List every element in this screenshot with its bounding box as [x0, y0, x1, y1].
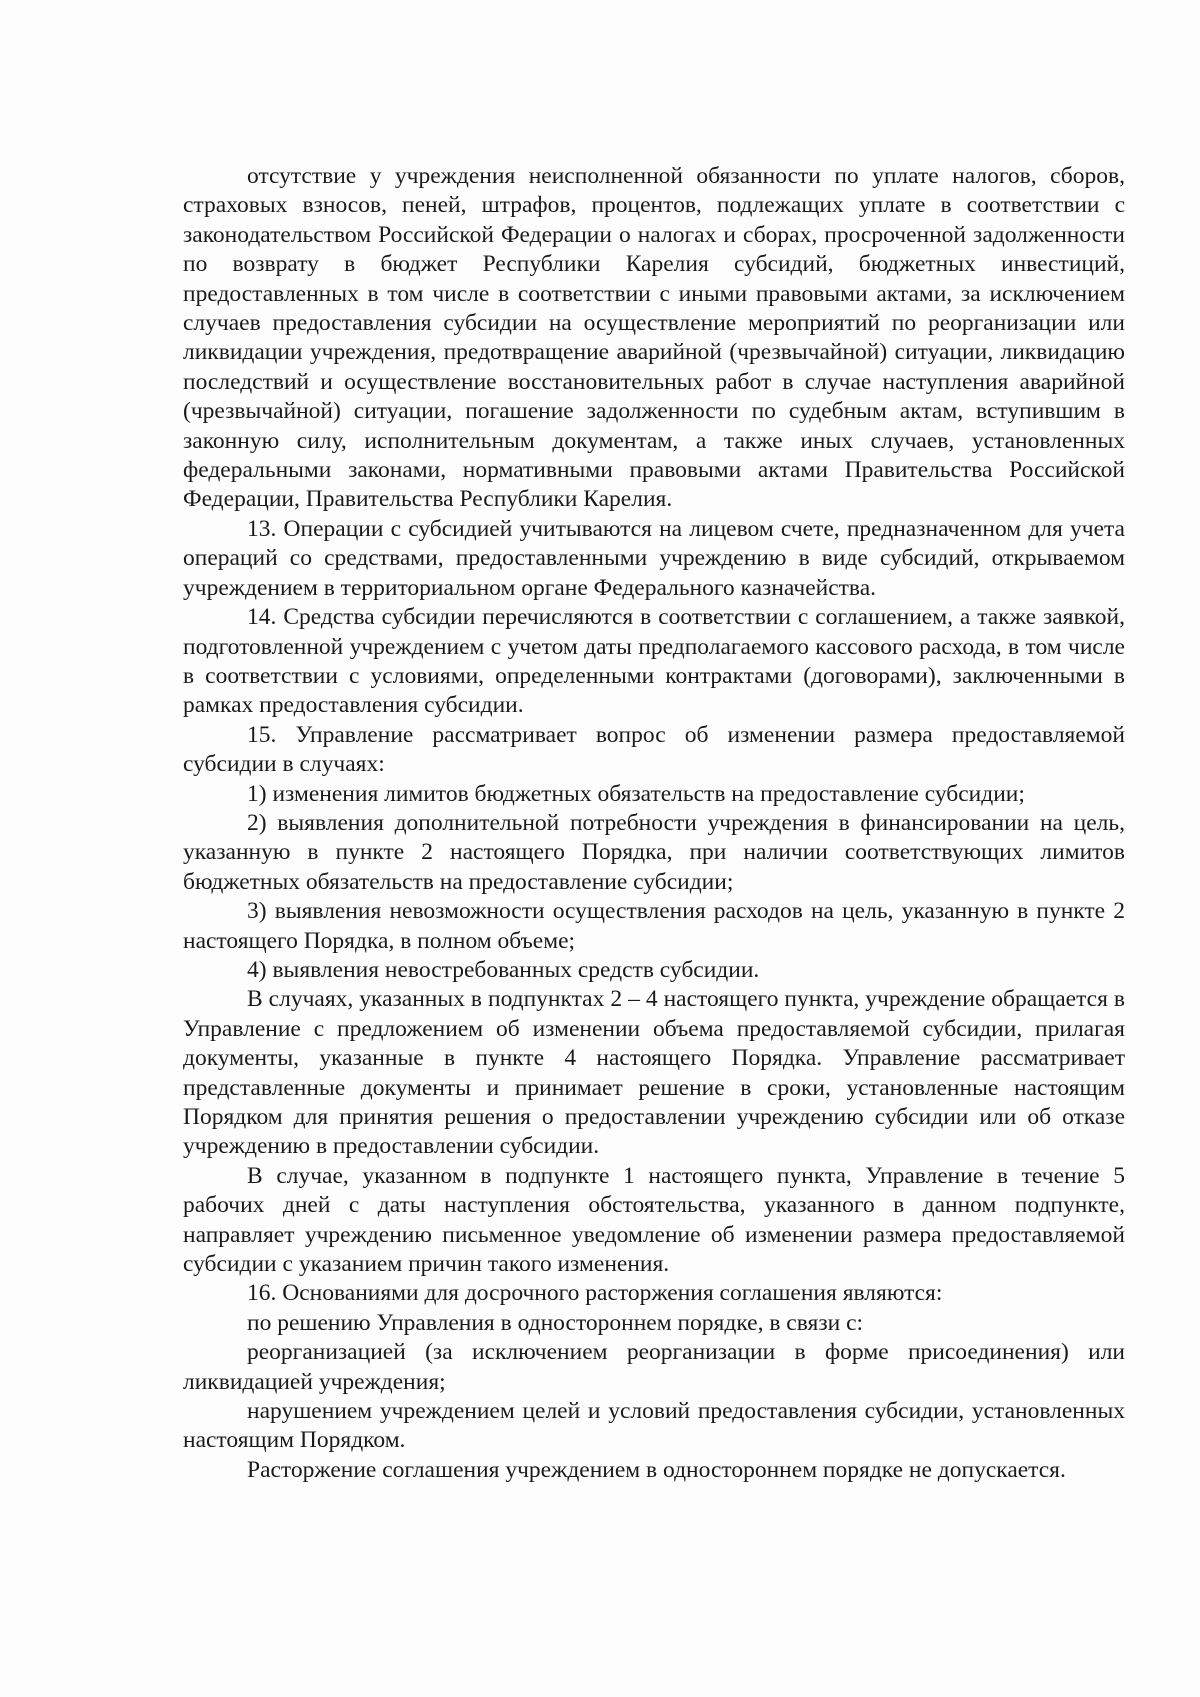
paragraph-obligation-absence: отсутствие у учреждения неисполненной обязанности по уплате налогов, сборов, страховых взносов, пеней, штрафов, процентов, подлежащих уплате в соответствии с законодательством Российской Федерации о налогах и сборах, просроченной задолженности по возврату в бюджет Республики Карелия субсидий, бюджетных инвестиций, предоставленных в том числе в соответствии с иными правовыми актами, за исключением случаев предоставления субсидии на осуществление мероприятий по реорганизации или ликвидации учреждения, предотвращение аварийной (чрезвычайной) ситуации, ликвидацию последствий и осуществление восстановительных работ в случае наступления аварийной (чрезвычайной) ситуации, погашение задолженности по судебным актам, вступившим в законную силу, исполнительным документам, а также иных случаев, установленных федеральными законами, нормативными правовыми актами Правительства Российской Федерации, Правительства Республики Карелия.	[183, 163, 1125, 513]
paragraph-16-unilateral: по решению Управления в одностороннем порядке, в связи с:	[247, 1309, 864, 1336]
paragraph-15-item-3: 3) выявления невозможности осуществления расходов на цель, указанную в пункте 2 настоящего Порядка, в полном объеме;	[183, 898, 1125, 954]
paragraph-15-item-4: 4) выявления невостребованных средств субсидии.	[247, 956, 760, 983]
paragraph-16-reorganization: реорганизацией (за исключением реорганизации в форме присоединения) или ликвидацией учреждения;	[183, 1339, 1125, 1395]
paragraph-15: 15. Управление рассматривает вопрос об изменении размера предоставляемой субсидии в случаях:	[183, 721, 1125, 778]
paragraph-termination-not-allowed: Расторжение соглашения учреждением в одностороннем порядке не допускается.	[247, 1456, 1066, 1483]
paragraph-15-cases-2-4: В случаях, указанных в подпунктах 2 – 4 настоящего пункта, учреждение обращается в Управление с предложением об изменении объема предоставляемой субсидии, прилагая документы, указанные в пункте 4 настоящего Порядка. Управление рассматривает представленные документы и принимает решение в сроки, установленные настоящим Порядком для принятия решения о предоставлении учреждению субсидии или об отказе учреждению в предоставлении субсидии.	[183, 986, 1125, 1160]
paragraph-16: 16. Основаниями для досрочного расторжения соглашения являются:	[247, 1280, 943, 1307]
document-body	[183, 162, 1125, 1485]
paragraph-13: 13. Операции с субсидией учитываются на лицевом счете, предназначенном для учета операций со средствами, предоставленными учреждению в виде субсидий, открываемом учреждением в территориальном органе Федерального казначейства.	[183, 515, 1125, 601]
paragraph-15-case-1: В случае, указанном в подпункте 1 настоящего пункта, Управление в течение 5 рабочих дней с даты наступления обстоятельства, указанного в данном подпункте, направляет учреждению письменное уведомление об изменении размера предоставляемой субсидии с указанием причин такого изменения.	[183, 1162, 1125, 1278]
paragraph-15-item-1: 1) изменения лимитов бюджетных обязательств на предоставление субсидии;	[247, 780, 1025, 807]
paragraph-15-item-2: 2) выявления дополнительной потребности учреждения в финансировании на цель, указанную в пункте 2 настоящего Порядка, при наличии соответствующих лимитов бюджетных обязательств на предоставление субсидии;	[183, 809, 1125, 895]
paragraph-16-violation: нарушением учреждением целей и условий предоставления субсидии, установленных настоящим Порядком.	[183, 1398, 1125, 1454]
paragraph-14: 14. Средства субсидии перечисляются в соответствии с соглашением, а также заявкой, подготовленной учреждением с учетом даты предполагаемого кассового расхода, в том числе в соответствии с условиями, определенными контрактами (договорами), заключенными в рамках предоставления субсидии.	[183, 604, 1125, 719]
